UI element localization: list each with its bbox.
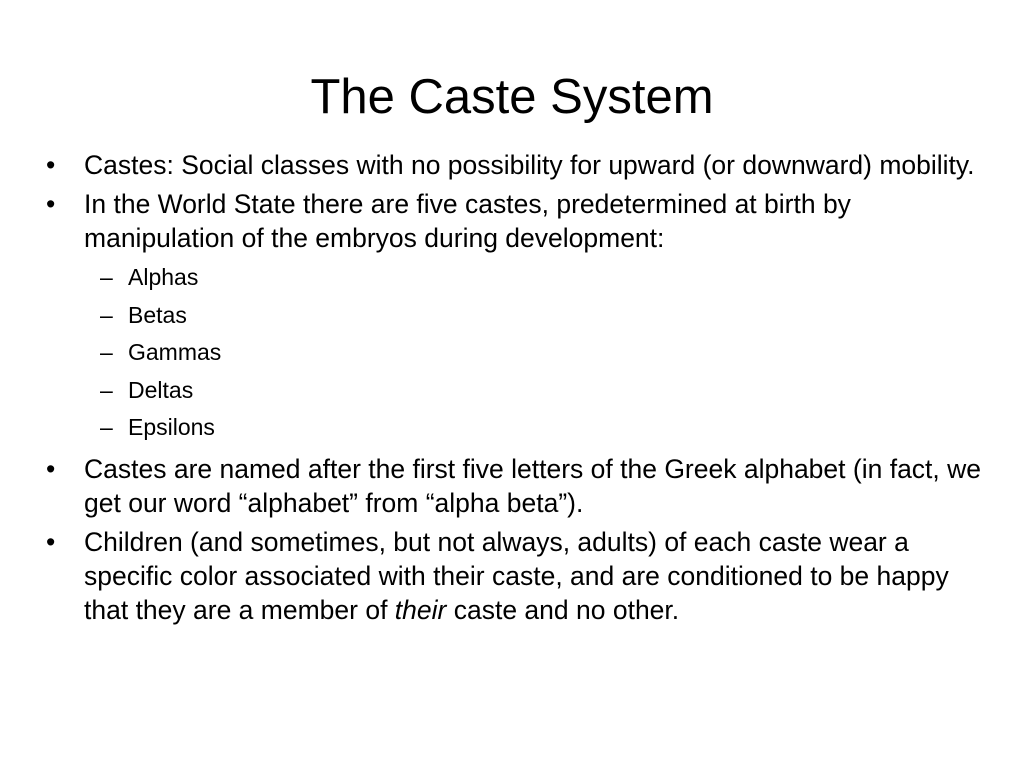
bullet-text: Castes are named after the first five letters of the Greek alphabet (in fact, we get our word “alphabet” from “alpha beta”). [84,453,982,518]
bullet-text-before: Children (and sometimes, but not always, adults) of each caste wear a specific color associated with their caste, and are conditioned to be happy that they are a member of [84,526,949,625]
bullet-list [46,148,996,632]
bullet-text: Castes: Social classes with no possibility for upward (or downward) mobility. [84,150,975,180]
sub-item-gammas: – Gammas [84,334,996,372]
bullet-text: In the World State there are five castes, predetermined at birth by manipulation of the embryos during development: [84,189,851,253]
bullet-text-emphasis: their [394,594,447,625]
sub-item-betas: – Betas [84,297,996,335]
bullet-item [46,187,996,447]
slide-title: The Caste System [310,70,714,124]
sub-item-epsilons: – Epsilons [84,409,996,447]
bullet-item [46,525,996,627]
bullet-text-after: caste and no other. [446,594,680,625]
bullet-item [46,148,996,182]
sub-item-deltas: – Deltas [84,372,996,410]
bullet-item [46,452,996,520]
sub-item-alphas: – Alphas [84,259,996,297]
caste-sublist [84,259,996,447]
